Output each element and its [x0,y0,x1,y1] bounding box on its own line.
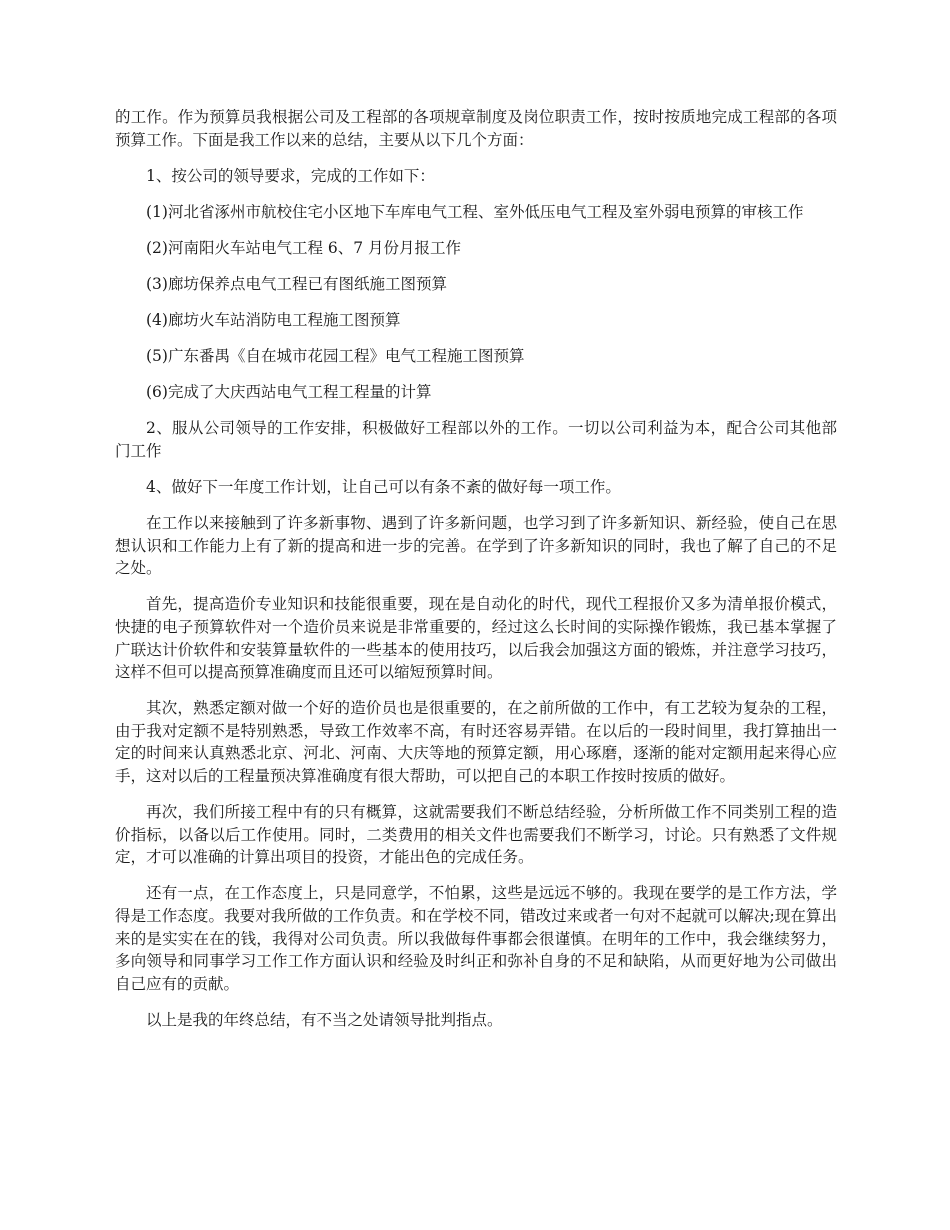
list-item-2: (2)河南阳火车站电气工程 6、7 月份月报工作 [146,238,462,257]
paragraph-attitude: 还有一点，在工作态度上，只是同意学，不怕累，这些是远远不够的。我现在要学的是工作方法，学得是工作态度。我要对我所做的工作负责。和在学校不同，错改过来或者一句对不起就可以解决;现在算出来的是实实在在的钱，我得对公司负责。所以我做每件事都会很谨慎。在明年的工作中，我会继续努力，多向领导和同事学习工作工作方面认识和经验及时纠正和弥补自身的不足和缺陷，从而更好地为公司做出自己应有的贡献。 [115,884,837,993]
paragraph-section-1: 1、按公司的领导要求，完成的工作如下： [146,166,435,185]
paragraph-section-4: 4、做好下一年度工作计划，让自己可以有条不紊的做好每一项工作。 [146,478,621,497]
paragraph-first: 首先，提高造价专业知识和技能很重要，现在是自动化的时代，现代工程报价又多为清单报价模式，快捷的电子预算软件对一个造价员来说是非常重要的，经过这么长时间的实际操作锻炼，我已基本掌握了广联达计价软件和安装算量软件的一些基本的使用技巧，以后我会加强这方面的锻炼，并注意学习技巧，这样不但可以提高预算准确度而且还可以缩短预算时间。 [115,595,837,682]
paragraph-section-2: 2、服从公司领导的工作安排，积极做好工程部以外的工作。一切以公司利益为本，配合公司其他部门工作 [115,419,837,460]
paragraph-second: 其次，熟悉定额对做一个好的造价员也是很重要的，在之前所做的工作中，有工艺较为复杂的工程，由于我对定额不是特别熟悉，导致工作效率不高，有时还容易弄错。在以后的一段时间里，我打算抽出一定的时间来认真熟悉北京、河北、河南、大庆等地的预算定额，用心琢磨，逐渐的能对定额用起来得心应手，这对以后的工程量预决算准确度有很大帮助，可以把自己的本职工作按时按质的做好。 [115,699,837,786]
paragraph-intro: 的工作。作为预算员我根据公司及工程部的各项规章制度及岗位职责工作，按时按质地完成工程部的各项预算工作。下面是我工作以来的总结，主要从以下几个方面： [115,108,837,149]
document-body [115,106,837,1045]
paragraph-reflection: 在工作以来接触到了许多新事物、遇到了许多新问题，也学习到了许多新知识、新经验，使自己在思想认识和工作能力上有了新的提高和进一步的完善。在学到了许多新知识的同时，我也了解了自己的不足之处。 [115,514,837,578]
list-item-1: (1)河北省涿州市航校住宅小区地下车库电气工程、室外低压电气工程及室外弱电预算的审核工作 [146,202,804,221]
paragraph-closing: 以上是我的年终总结，有不当之处请领导批判指点。 [146,1010,503,1029]
list-item-5: (5)广东番禺《自在城市花园工程》电气工程施工图预算 [146,347,525,366]
list-item-4: (4)廊坊火车站消防电工程施工图预算 [146,311,401,330]
list-item-6: (6)完成了大庆西站电气工程工程量的计算 [146,383,432,402]
paragraph-third: 再次，我们所接工程中有的只有概算，这就需要我们不断总结经验，分析所做工作不同类别工程的造价指标，以备以后工作使用。同时，二类费用的相关文件也需要我们不断学习，讨论。只有熟悉了文件规定，才可以准确的计算出项目的投资，才能出色的完成任务。 [115,803,837,867]
list-item-3: (3)廊坊保养点电气工程已有图纸施工图预算 [146,274,447,293]
